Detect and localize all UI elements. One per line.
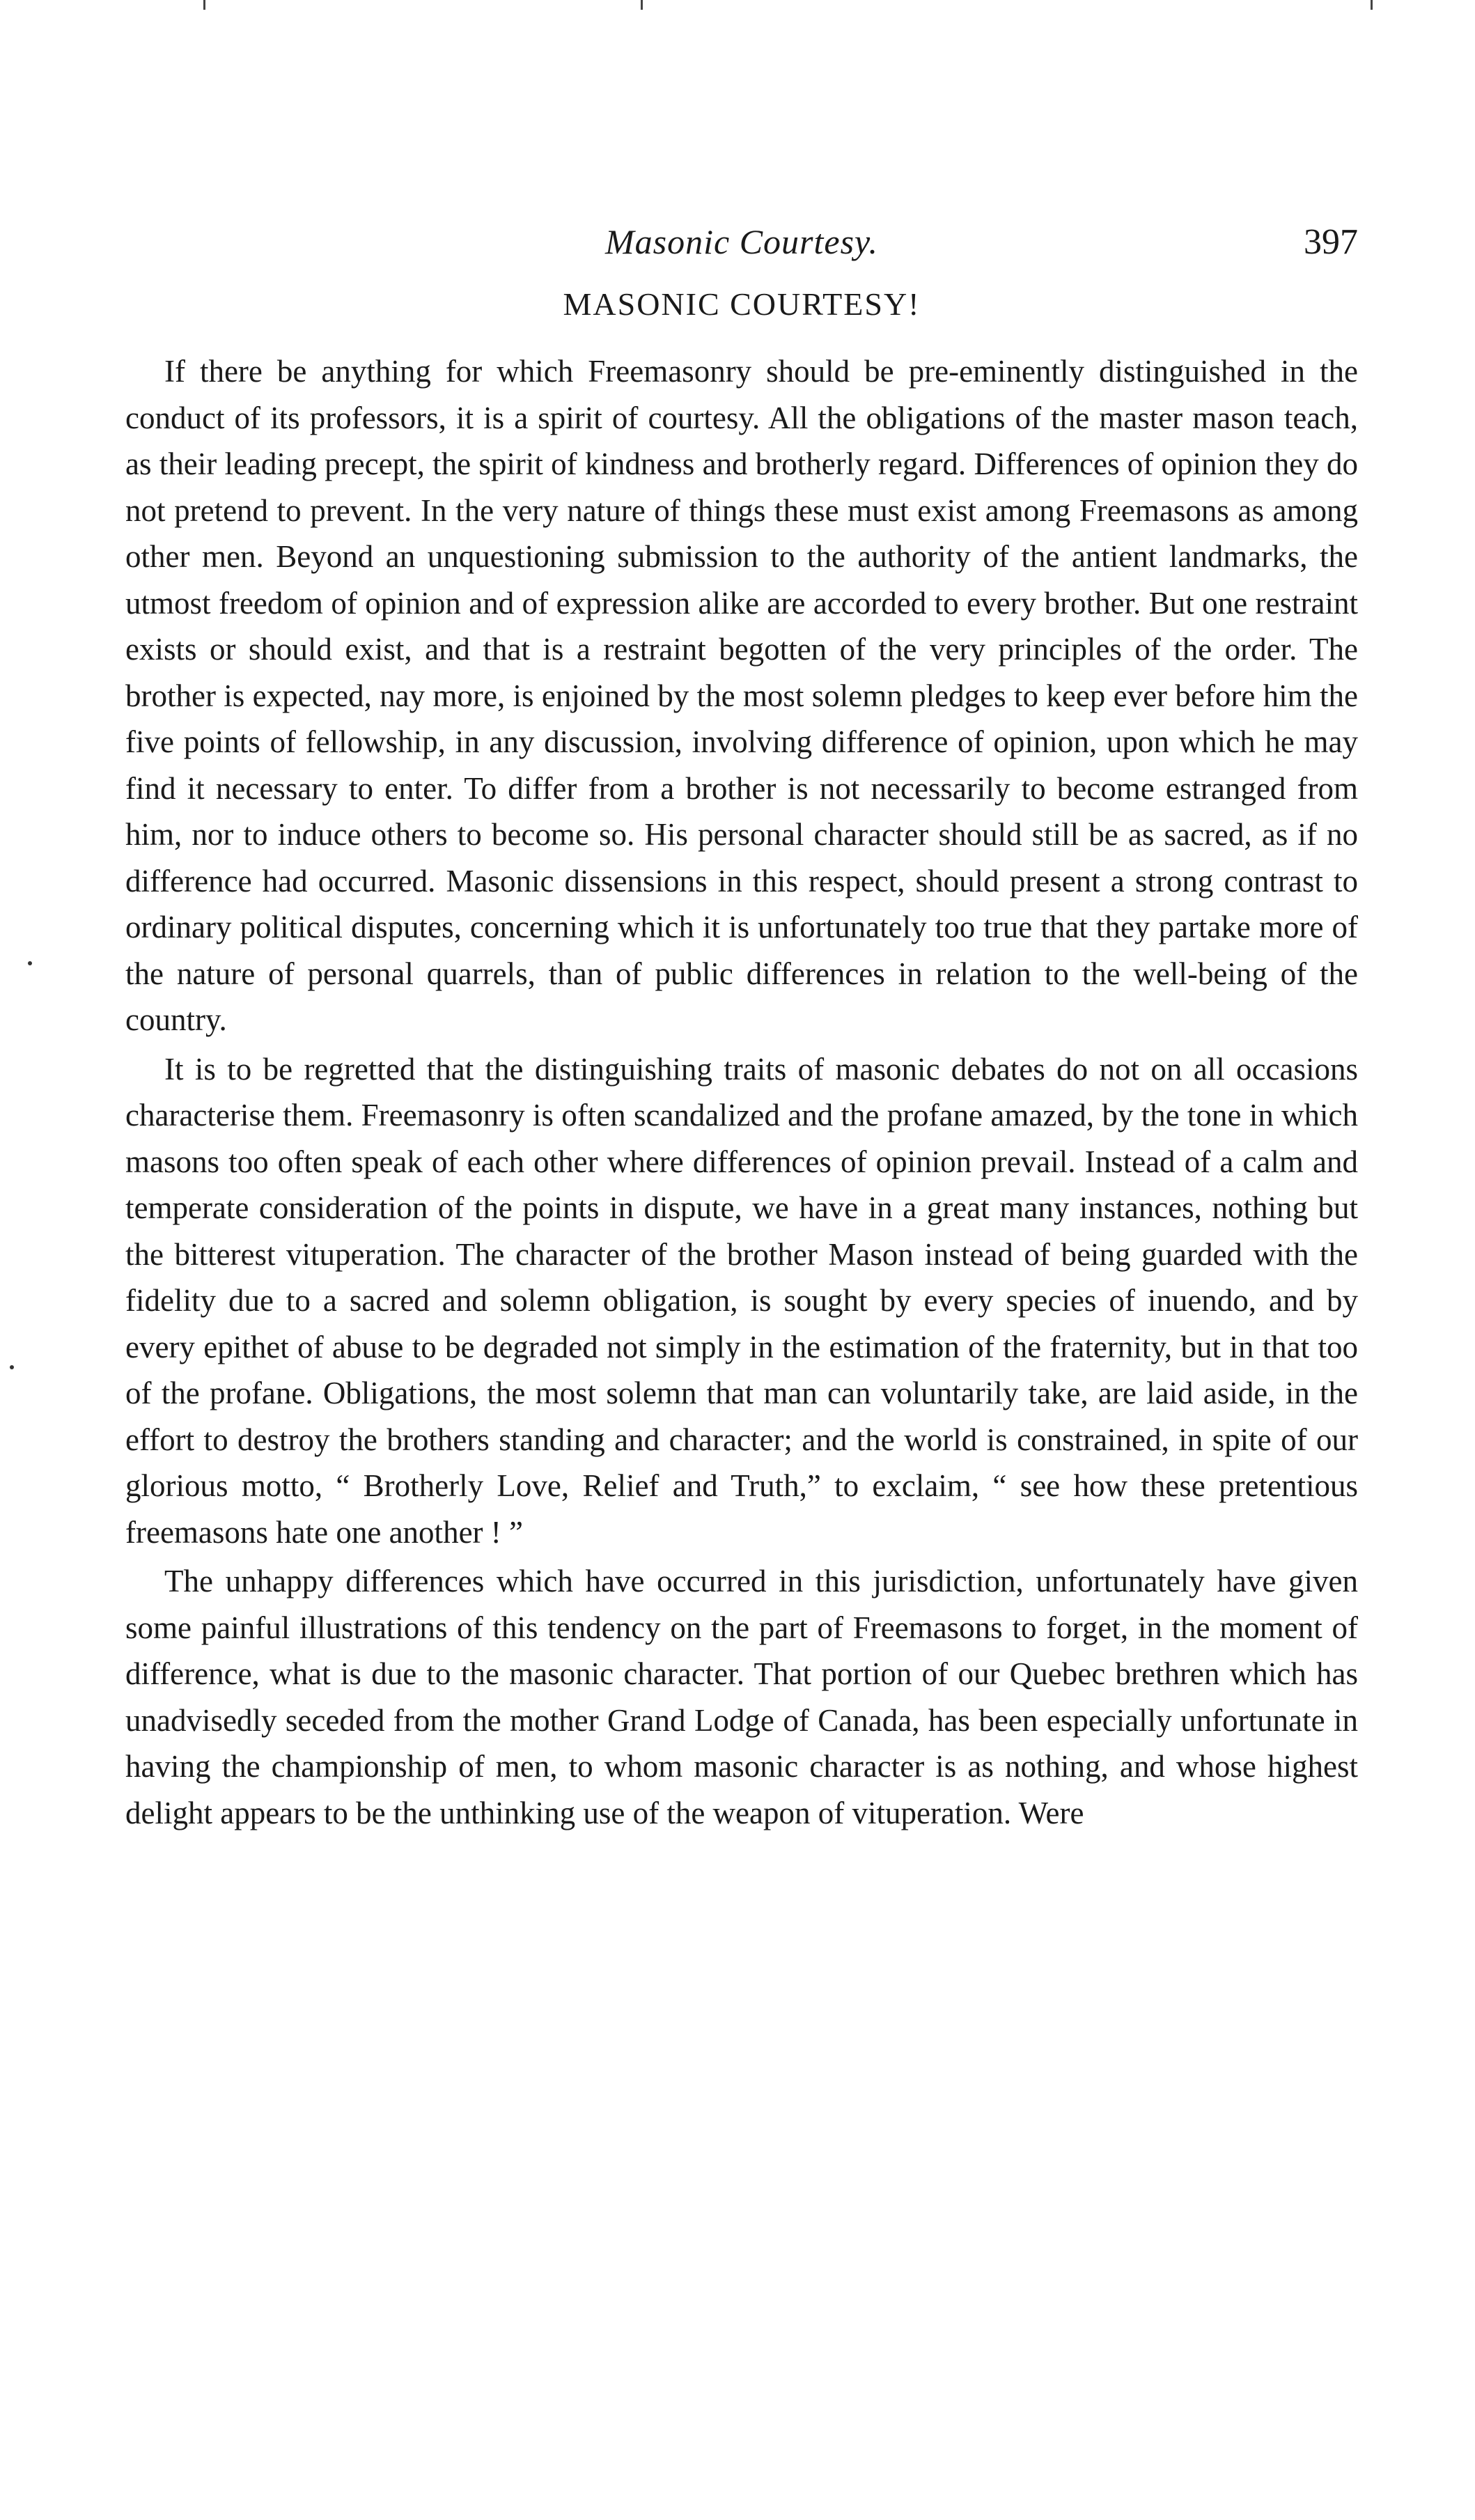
paragraph: If there be anything for which Freemasonry should be pre-eminently distinguished in the conduct of its professors, it is a spirit of courtesy. All the obligations of the master mason teach, as their leading precept, the spirit of kindness and brotherly regard. Differences of opinion they do not pretend to prevent. In the very nature of things these must exist among Freemasons as among other men. Beyond an unquestioning submission to the authority of the antient landmarks, the utmost freedom of opinion and of expression alike are accorded to every brother. But one restraint exists or should exist, and that is a restraint begotten of the very principles of the order. The brother is expected, nay more, is enjoined by the most solemn pledges to keep ever before him the five points of fellowship, in any discussion, involving difference of opinion, upon which he may find it necessary to enter. To differ from a brother is not necessarily to become estranged from him, nor to induce others to become so. His personal character should still be as sacred, as if no difference had occurred. Masonic dissensions in this respect, should present a strong contrast to ordinary political disputes, concerning which it is unfortunately too true that they partake more of the nature of personal quarrels, than of public differences in relation to the well-being of the country.: [125, 354, 1358, 1037]
paragraph: The unhappy differences which have occurred in this jurisdiction, unfortunately have given some painful illustrations of this tendency on the part of Freemasons to forget, in the moment of difference, what is due to the masonic character. That portion of our Quebec brethren which has unadvisedly seceded from the mother Grand Lodge of Canada, has been especially unfortunate in having the championship of men, to whom masonic character is as nothing, and whose highest delight appears to be the unthinking use of the weapon of vituperation. Were: [125, 1564, 1358, 1830]
running-title: Masonic Courtesy.: [605, 222, 878, 261]
paragraph: It is to be regretted that the distinguishing traits of masonic debates do not on all occasions characterise them. Freemasonry is often scandalized and the profane amazed, by the tone in which masons too often speak of each other where differences of opinion prevail. Instead of a calm and temperate consideration of the points in dispute, we have in a great many instances, nothing but the bitterest vituperation. The character of the brother Mason instead of being guarded with the fidelity due to a sacred and solemn obligation, is sought by every species of inuendo, and by every epithet of abuse to be degraded not simply in the estimation of the fraternity, but in that too of the profane. Obligations, the most solemn that man can voluntarily take, are laid aside, in the effort to destroy the brothers standing and character; and the world is constrained, in spite of our glorious motto, “ Brotherly Love, Relief and Truth,” to exclaim, “ see how these pretentious freemasons hate one another ! ”: [125, 1051, 1358, 1550]
scan-edge-mark: [1371, 0, 1373, 10]
margin-speck: [28, 961, 32, 965]
scan-edge-mark: [641, 0, 643, 10]
scan-edge-mark: [203, 0, 205, 10]
page-number: 397: [1304, 222, 1358, 262]
running-head: [125, 221, 1358, 277]
article-body: [125, 348, 1358, 1839]
article-title: MASONIC COURTESY!: [563, 286, 921, 322]
margin-speck: [10, 1365, 14, 1369]
